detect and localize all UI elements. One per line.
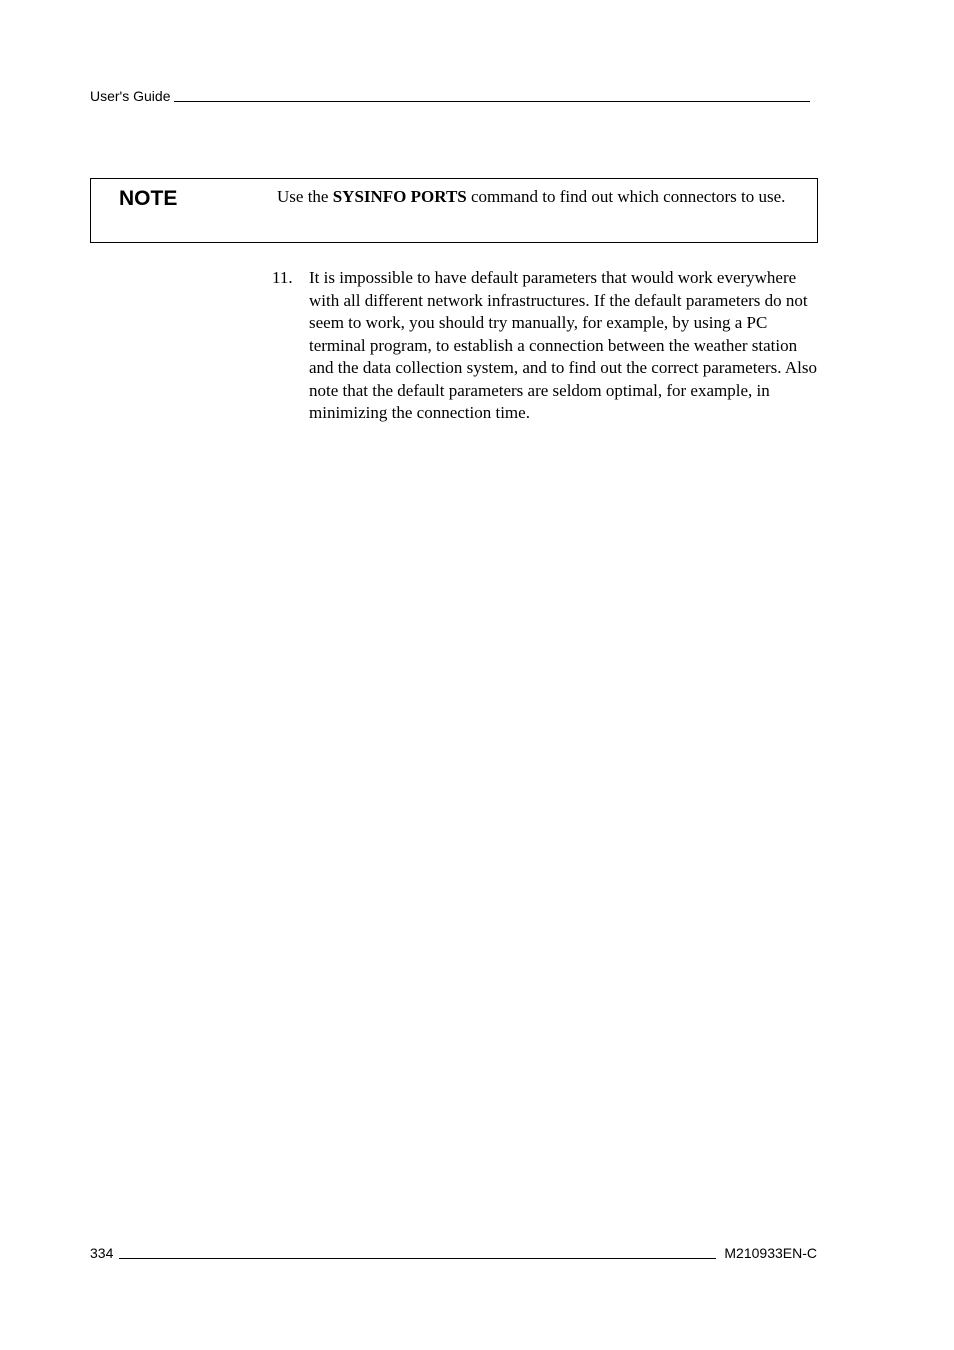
note-text-before: Use the [277, 187, 333, 206]
note-command: SYSINFO PORTS [332, 187, 467, 206]
list-item-text: It is impossible to have default parameters that would work everywhere with all different network infrastructures. If the default parameters do not seem to work, you should try manually, for example, by using a PC terminal program, to establish a connection between the weather station and the data collection system, and to find out the correct parameters. Also note that the default parameters are seldom optimal, for example, in minimizing the connection time. [309, 268, 817, 422]
note-label: NOTE [119, 187, 178, 210]
header-title: User's Guide [90, 88, 171, 104]
note-box [90, 178, 818, 243]
running-footer [90, 1244, 817, 1262]
footer-page-number: 334 [90, 1245, 114, 1261]
header-rule [174, 101, 810, 102]
note-text-after: command to find out which connectors to use. [466, 187, 786, 206]
footer-document-code: M210933EN-C [724, 1245, 817, 1261]
list-item-number: 11. [272, 268, 293, 287]
running-header [90, 87, 810, 105]
footer-rule [119, 1258, 716, 1259]
note-text [277, 185, 813, 208]
list-item [272, 267, 818, 425]
